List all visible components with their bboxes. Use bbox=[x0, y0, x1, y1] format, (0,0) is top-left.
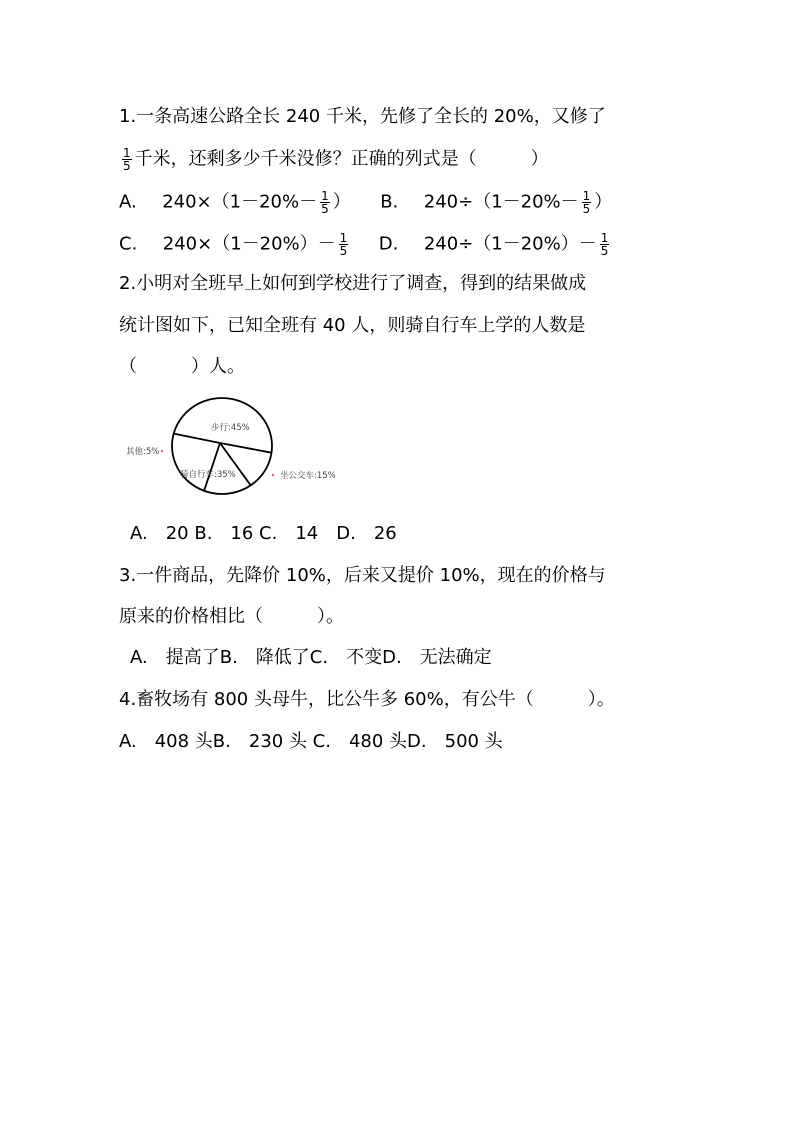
q1-option-b-expr: 240÷（1－20%－ bbox=[423, 191, 579, 213]
q1-option-d-expr: 240÷（1－20%）－ bbox=[423, 233, 597, 255]
pie-slice-label: 骑自行车:35% bbox=[180, 470, 236, 480]
q1-option-d-label: D. bbox=[378, 233, 399, 255]
q2-line3: （ ）人。 bbox=[119, 356, 245, 377]
fraction: $\frac{1}{5}$ bbox=[582, 189, 591, 216]
q4-line1: 4.畜牧场有 800 头母牛，比公牛多 60%，有公牛（ ）。 bbox=[119, 689, 615, 710]
pie-slice-boundary bbox=[220, 443, 272, 453]
q1-option-a-label: A. bbox=[119, 191, 137, 213]
fraction: $\frac{1}{5}$ bbox=[321, 189, 329, 216]
pie-slice-boundary bbox=[204, 443, 220, 491]
q4-options: A. 408 头B. 230 头 C. 480 头D. 500 头 bbox=[119, 731, 503, 752]
q1-options-ab: A. 240×（1－20%－ $\frac{1}{5}$ ） B. 240÷（1－20%－ $\frac{1}{5}$ ） bbox=[119, 189, 613, 216]
pie-slice-boundary bbox=[174, 434, 220, 443]
q1-option-c-expr: 240×（1－20%）－ bbox=[162, 233, 336, 255]
pie-slice-label: 步行:45% bbox=[211, 423, 250, 433]
q1-option-a-expr: 240×（1－20%－ bbox=[162, 191, 318, 213]
fraction: $\frac{1}{5}$ bbox=[600, 231, 609, 258]
q3-line1: 3.一件商品，先降价 10%，后来又提价 10%，现在的价格与 bbox=[119, 565, 606, 586]
q2-line2: 统计图如下，已知全班有 40 人，则骑自行车上学的人数是 bbox=[119, 315, 586, 336]
pie-chart bbox=[120, 395, 350, 505]
q2-options: A. 20 B. 16 C. 14 D. 26 bbox=[130, 523, 397, 544]
q3-line2: 原来的价格相比（ ）。 bbox=[119, 606, 344, 627]
fraction: $\frac{1}{5}$ bbox=[123, 146, 131, 173]
q2-line1: 2.小明对全班早上如何到学校进行了调查，得到的结果做成 bbox=[119, 273, 587, 294]
q1-option-b-label: B. bbox=[380, 191, 399, 213]
fraction: $\frac{1}{5}$ bbox=[339, 231, 348, 258]
leader-dot bbox=[161, 450, 163, 452]
q1-options-cd bbox=[119, 232, 612, 257]
pie-slice-label: 其他:5% bbox=[126, 447, 160, 457]
q1-option-c-label: C. bbox=[119, 233, 138, 255]
q3-options: A. 提高了B. 降低了C. 不变D. 无法确定 bbox=[130, 647, 492, 668]
pie-slice-label: 坐公交车:15% bbox=[280, 471, 336, 481]
q1-line2: $\frac{1}{5}$ 千米，还剩多少千米没修？正确的列式是（ ） bbox=[123, 146, 549, 173]
q1-line1: 1.一条高速公路全长 240 千米，先修了全长的 20%，又修了 bbox=[119, 106, 606, 127]
leader-dot bbox=[272, 474, 274, 476]
